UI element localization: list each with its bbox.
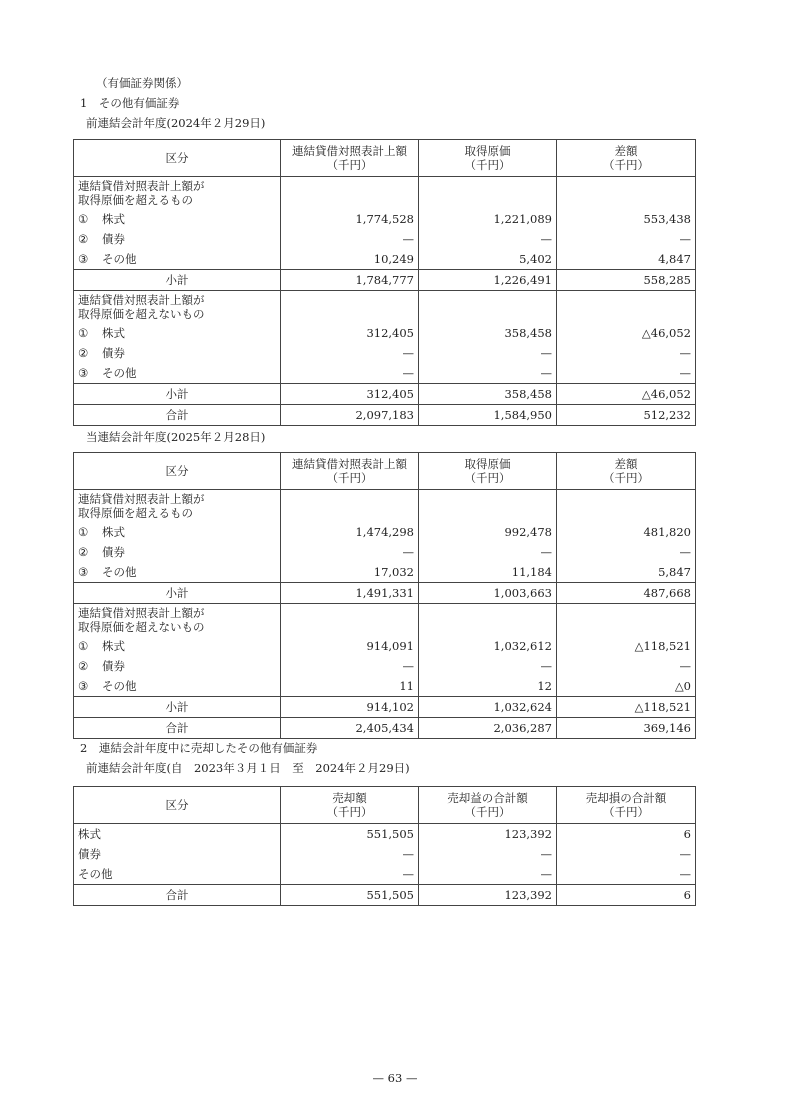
cell-cost: 358,458 [419,384,557,405]
row-label: その他 [102,252,137,266]
row-label: 株式 [74,824,281,845]
table-row [74,864,696,885]
cell-diff: — [557,656,696,676]
cell-diff: 5,847 [557,562,696,583]
table-cell [419,291,557,324]
table-row [74,656,696,676]
cell-gain: 123,392 [419,824,557,845]
section-heading: （有価証券関係） [96,76,188,90]
table-cell [281,291,419,324]
cell-diff: 4,847 [557,249,696,270]
cell-cost: — [419,229,557,249]
row-mark: ② [78,545,89,559]
table-cell [281,604,419,637]
section2-title: 2 連結会計年度中に売却したその他有価証券 [80,741,318,755]
row-label: 株式 [102,326,125,340]
row-mark: ③ [78,366,89,380]
cell-diff: — [557,542,696,562]
cell-label: 合計 [74,718,281,739]
cell-label: 小計 [74,583,281,604]
cell-diff: — [557,363,696,384]
row-mark: ② [78,346,89,360]
table-row [74,343,696,363]
table-cell [74,636,281,656]
header-gain: 売却益の合計額 （千円） [419,787,557,824]
cell-carrying: 312,405 [281,384,419,405]
table-cell [74,343,281,363]
row-label: その他 [102,366,137,380]
row-label: その他 [102,679,137,693]
cell-label: 合計 [74,885,281,906]
cell-gain: 123,392 [419,885,557,906]
row-mark: ③ [78,565,89,579]
table-cell [74,209,281,229]
cell-carrying: 17,032 [281,562,419,583]
table-cell [74,676,281,697]
cell-carrying: — [281,363,419,384]
cell-sale: — [281,864,419,885]
group-title-row [74,291,696,324]
cell-cost: 1,584,950 [419,405,557,426]
row-label: 債券 [74,844,281,864]
table-cell [557,604,696,637]
cell-diff: — [557,229,696,249]
row-mark: ① [78,212,89,226]
header-category: 区分 [74,453,281,490]
row-mark: ① [78,639,89,653]
cell-cost: 5,402 [419,249,557,270]
group-title: 連結貸借対照表計上額が 取得原価を超えないもの [74,291,281,324]
table-row [74,844,696,864]
cell-carrying: — [281,542,419,562]
cell-label: 合計 [74,405,281,426]
cell-cost: — [419,656,557,676]
header-carrying: 連結貸借対照表計上額 （千円） [281,453,419,490]
table-cell [74,323,281,343]
cell-cost: 11,184 [419,562,557,583]
cell-label: 小計 [74,384,281,405]
cell-cost: 1,221,089 [419,209,557,229]
table-cell [74,249,281,270]
sales-table [73,786,696,906]
cell-cost: — [419,542,557,562]
table-cell [74,542,281,562]
cell-diff: △118,521 [557,636,696,656]
prior-year-table [73,139,696,426]
table-cell [557,177,696,210]
header-sale: 売却額 （千円） [281,787,419,824]
row-mark: ① [78,326,89,340]
cell-diff: △118,521 [557,697,696,718]
group-title: 連結貸借対照表計上額が 取得原価を超えるもの [74,490,281,523]
table-row [74,229,696,249]
row-label: その他 [74,864,281,885]
group-title-row [74,490,696,523]
cell-loss: 6 [557,824,696,845]
subtotal-row [74,270,696,291]
cell-sale: 551,505 [281,824,419,845]
total-row [74,885,696,906]
table-cell [281,177,419,210]
cell-label: 小計 [74,697,281,718]
cell-carrying: 312,405 [281,323,419,343]
cell-gain: — [419,864,557,885]
cell-carrying: 1,774,528 [281,209,419,229]
section1-title: 1 その他有価証券 [80,96,180,110]
current-period-label: 当連結会計年度(2025年２月28日) [86,430,266,444]
table-cell [74,562,281,583]
cell-sale: — [281,844,419,864]
group-title: 連結貸借対照表計上額が 取得原価を超えないもの [74,604,281,637]
row-mark: ③ [78,252,89,266]
cell-label: 小計 [74,270,281,291]
row-label: 債券 [102,545,125,559]
table-cell [419,177,557,210]
cell-diff: △46,052 [557,384,696,405]
cell-carrying: 2,097,183 [281,405,419,426]
group-title-row [74,177,696,210]
cell-carrying: 10,249 [281,249,419,270]
total-row [74,718,696,739]
header-carrying: 連結貸借対照表計上額 （千円） [281,140,419,177]
header-cost: 取得原価 （千円） [419,140,557,177]
cell-carrying: 1,491,331 [281,583,419,604]
row-label: 株式 [102,639,125,653]
total-row [74,405,696,426]
row-label: 債券 [102,232,125,246]
cell-cost: 1,226,491 [419,270,557,291]
cell-diff: 558,285 [557,270,696,291]
prior-period-label: 前連結会計年度(2024年２月29日) [86,116,266,130]
table-row [74,824,696,845]
header-cost: 取得原価 （千円） [419,453,557,490]
header-category: 区分 [74,787,281,824]
row-mark: ③ [78,679,89,693]
cell-diff: 553,438 [557,209,696,229]
table-cell [281,490,419,523]
cell-carrying: 1,474,298 [281,522,419,542]
cell-cost: — [419,343,557,363]
table-row [74,323,696,343]
table-row [74,249,696,270]
group-title: 連結貸借対照表計上額が 取得原価を超えるもの [74,177,281,210]
row-label: 債券 [102,659,125,673]
cell-cost: — [419,363,557,384]
cell-carrying: 1,784,777 [281,270,419,291]
subtotal-row [74,384,696,405]
cell-diff: 481,820 [557,522,696,542]
cell-cost: 12 [419,676,557,697]
row-mark: ① [78,525,89,539]
row-label: 株式 [102,212,125,226]
cell-carrying: — [281,656,419,676]
table-cell [74,363,281,384]
table-cell [419,490,557,523]
cell-cost: 1,003,663 [419,583,557,604]
row-label: その他 [102,565,137,579]
cell-carrying: — [281,229,419,249]
cell-diff: 369,146 [557,718,696,739]
cell-cost: 1,032,624 [419,697,557,718]
cell-carrying: 11 [281,676,419,697]
row-mark: ② [78,232,89,246]
cell-carrying: 914,091 [281,636,419,656]
cell-loss: — [557,844,696,864]
table-cell [557,291,696,324]
cell-diff: 512,232 [557,405,696,426]
header-loss: 売却損の合計額 （千円） [557,787,696,824]
page-number: — 63 — [372,1071,418,1085]
subtotal-row [74,697,696,718]
cell-diff: — [557,343,696,363]
table-row [74,363,696,384]
table-cell [74,522,281,542]
header-diff: 差額 （千円） [557,140,696,177]
cell-cost: 2,036,287 [419,718,557,739]
table-cell [557,490,696,523]
cell-cost: 1,032,612 [419,636,557,656]
cell-gain: — [419,844,557,864]
table-row [74,209,696,229]
row-label: 株式 [102,525,125,539]
group-title-row [74,604,696,637]
table-cell [74,229,281,249]
cell-carrying: — [281,343,419,363]
header-diff: 差額 （千円） [557,453,696,490]
cell-loss: 6 [557,885,696,906]
cell-diff: △0 [557,676,696,697]
table-row [74,542,696,562]
cell-sale: 551,505 [281,885,419,906]
row-mark: ② [78,659,89,673]
cell-diff: 487,668 [557,583,696,604]
table-row [74,562,696,583]
cell-carrying: 914,102 [281,697,419,718]
cell-cost: 358,458 [419,323,557,343]
subtotal-row [74,583,696,604]
table-row [74,522,696,542]
current-year-table [73,452,696,739]
cell-loss: — [557,864,696,885]
section2-period-label: 前連結会計年度(自 2023年３月１日 至 2024年２月29日) [86,761,410,775]
header-category: 区分 [74,140,281,177]
cell-carrying: 2,405,434 [281,718,419,739]
row-label: 債券 [102,346,125,360]
table-cell [419,604,557,637]
table-row [74,636,696,656]
cell-cost: 992,478 [419,522,557,542]
cell-diff: △46,052 [557,323,696,343]
table-row [74,676,696,697]
table-cell [74,656,281,676]
